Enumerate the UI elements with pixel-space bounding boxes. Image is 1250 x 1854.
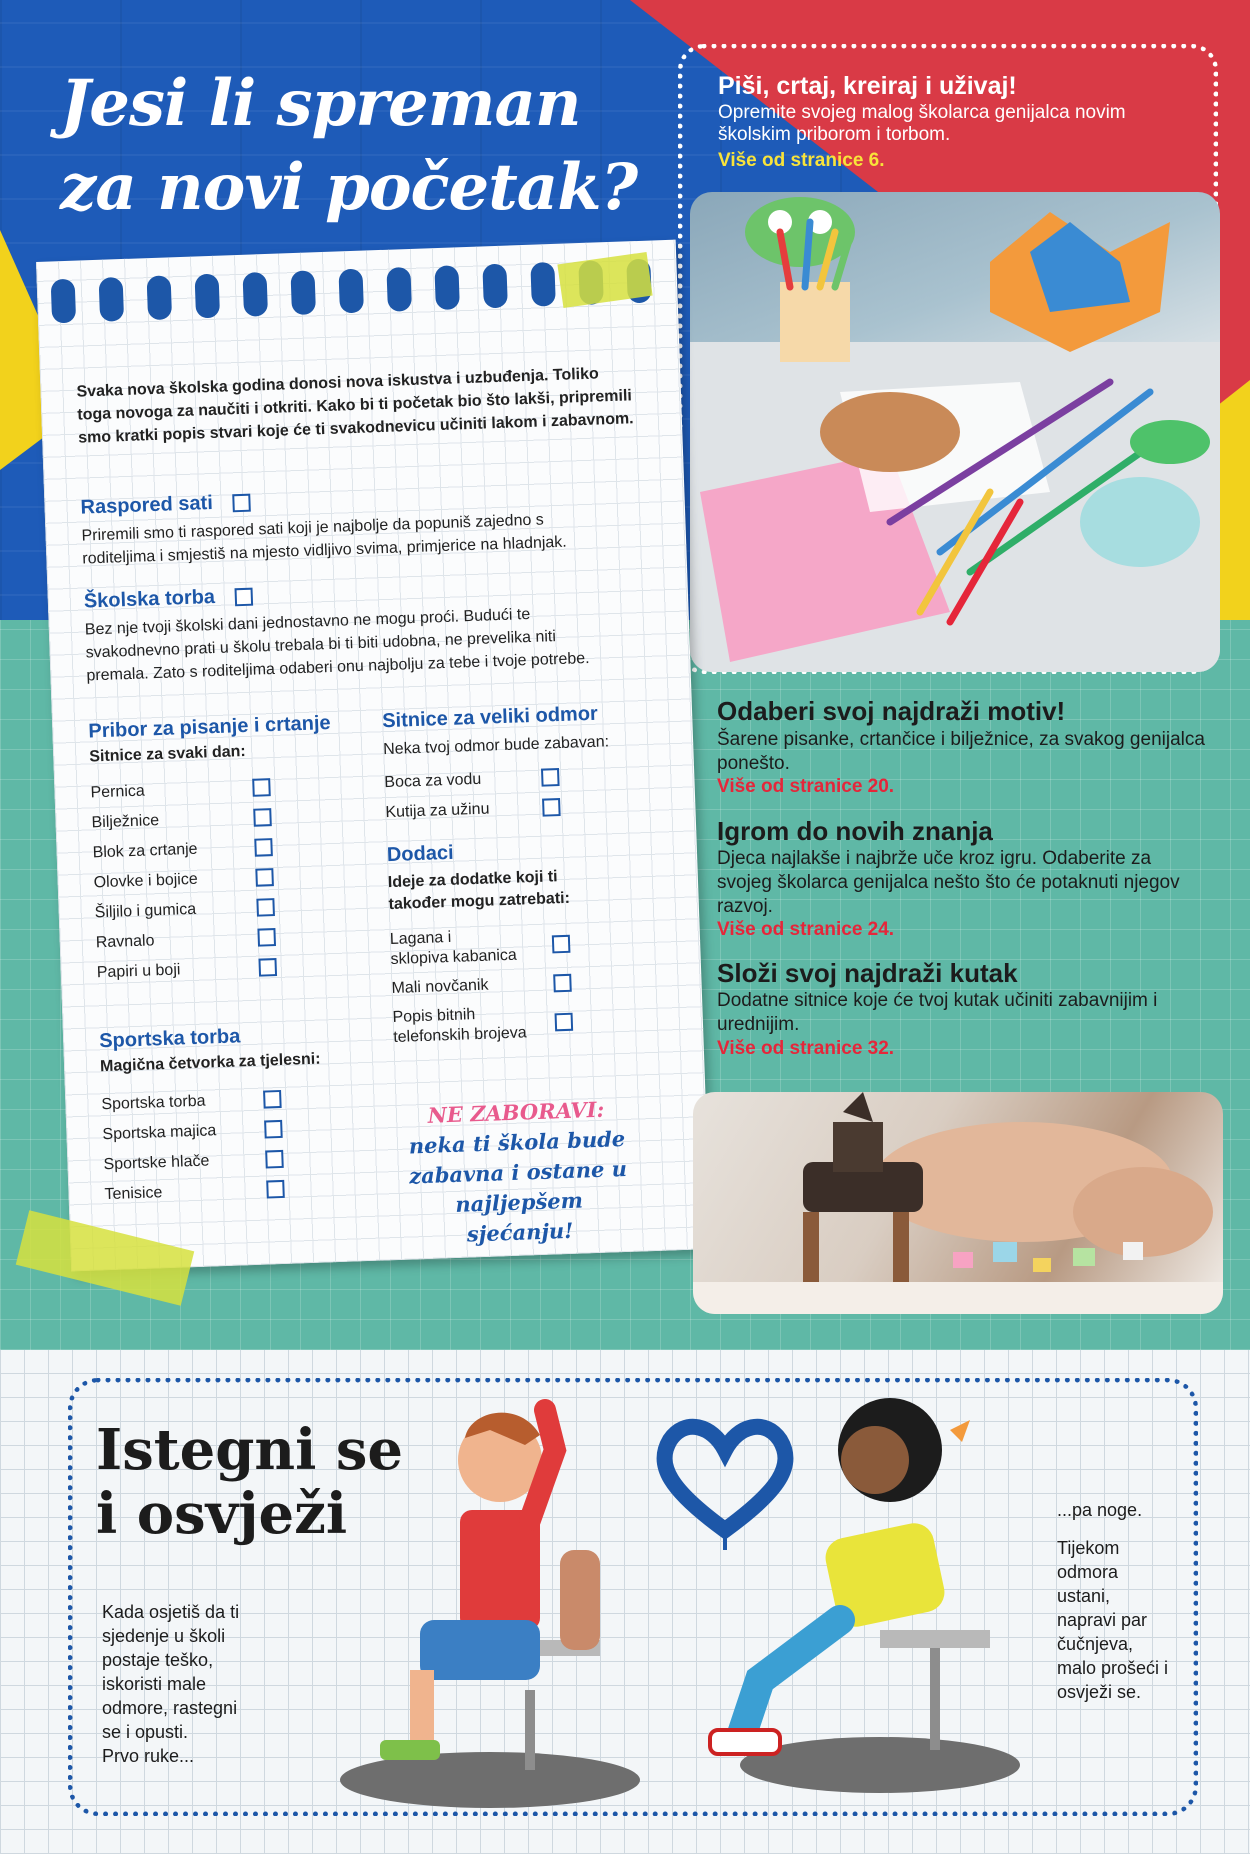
checkbox[interactable] bbox=[255, 868, 274, 887]
checklist-item: Blok za crtanje bbox=[92, 832, 273, 868]
stretch-title-line-1: Istegni se bbox=[96, 1417, 404, 1483]
checklist-item: Mali novčanik bbox=[391, 968, 572, 1004]
craft-supplies-photo bbox=[690, 192, 1220, 672]
checkbox[interactable] bbox=[253, 808, 272, 827]
block-2-text: Djeca najlakše i najbrže uče kroz igru. Odaberite za svojeg školarca genijalca nešto što će potaknuti njegov razvoj. bbox=[717, 848, 1180, 917]
torba-title: Školska torba bbox=[83, 585, 252, 614]
checkbox[interactable] bbox=[542, 798, 561, 817]
checklist-notebook-page bbox=[36, 240, 711, 1272]
sportska-subtitle: Magična četvorka za tjelesni: bbox=[99, 1050, 321, 1076]
headline-line-2: za novi početak? bbox=[60, 150, 638, 225]
block-2-link[interactable]: Više od stranice 24. bbox=[717, 919, 895, 940]
block-1-title: Odaberi svoj najdraži motiv! bbox=[717, 696, 1066, 726]
odmor-title: Sitnice za veliki odmor bbox=[381, 702, 599, 733]
checklist-item: Tenisice bbox=[104, 1174, 285, 1210]
promo-text: Opremite svojeg malog školarca genijalca novim školskim priborom i torbom. bbox=[718, 102, 1126, 145]
checklist-item: Sportske hlače bbox=[103, 1144, 284, 1180]
block-3-text: Dodatne sitnice koje će tvoj kutak učiniti zabavnijim i urednijim. bbox=[717, 990, 1158, 1035]
checklist-item: Sportska majica bbox=[102, 1114, 283, 1150]
raspored-text: Priremili smo ti raspored sati koji je najbolje da popuniš zajedno s roditeljima i smjestiš na mjesto vidljivo svima, primjerice na hladnjak. bbox=[81, 511, 568, 568]
checklist-item: Olovke i bojice bbox=[93, 862, 274, 898]
torba-checkbox[interactable] bbox=[234, 587, 253, 606]
block-1-link[interactable]: Više od stranice 20. bbox=[717, 776, 895, 797]
reminder-note bbox=[396, 1094, 641, 1252]
checkbox[interactable] bbox=[257, 928, 276, 947]
pribor-list bbox=[90, 772, 277, 988]
checklist-item: Papiri u boji bbox=[96, 952, 277, 988]
checkbox[interactable] bbox=[256, 898, 275, 917]
sportska-list bbox=[101, 1084, 285, 1210]
checklist-item: Popis bitnih telefonskih brojeva bbox=[392, 998, 574, 1052]
page-headline bbox=[60, 62, 660, 230]
checklist-item: Bilježnice bbox=[91, 802, 272, 838]
checklist-intro: Svaka nova školska godina donosi nova iskustva i uzbuđenja. Toliko toga novoga za naučiti i otkriti. Kako bi ti početak bio što lakši, pripremili smo kratki popis stvari koje će ti svakodnevicu učiniti lakom i zabavnom. bbox=[76, 365, 634, 447]
checkbox[interactable] bbox=[265, 1150, 284, 1169]
stretch-side-text: Tijekom odmora ustani, napravi par čučnjeva, malo prošeći i osvježi se. bbox=[1057, 1538, 1169, 1702]
checkbox[interactable] bbox=[555, 1013, 574, 1032]
reminder-text: neka ti škola bude zabavna i ostane u najljepšem sjećanju! bbox=[408, 1125, 628, 1247]
boy-stretching-illustration bbox=[340, 1390, 640, 1810]
checkbox[interactable] bbox=[252, 778, 271, 797]
checkbox[interactable] bbox=[254, 838, 273, 857]
odmor-list bbox=[384, 762, 561, 828]
pribor-title: Pribor za pisanje i crtanje bbox=[88, 712, 331, 743]
promo-title: Piši, crtaj, kreiraj i uživaj! bbox=[718, 72, 1017, 100]
headline-line-1: Jesi li spreman bbox=[60, 66, 581, 141]
raspored-checkbox[interactable] bbox=[232, 493, 251, 512]
stretch-text: Kada osjetiš da ti sjedenje u školi postaje teško, iskoristi male odmore, rastegni se i opusti. Prvo ruke... bbox=[102, 1602, 240, 1766]
block-3-link[interactable]: Više od stranice 32. bbox=[717, 1038, 895, 1059]
checklist-item: Sportska torba bbox=[101, 1084, 282, 1120]
checklist-item: Ravnalo bbox=[95, 922, 276, 958]
checkbox[interactable] bbox=[552, 935, 571, 954]
raspored-title: Raspored sati bbox=[80, 491, 251, 520]
reminder-heading: NE ZABORAVI: bbox=[427, 1096, 605, 1128]
block-2-title: Igrom do novih znanja bbox=[717, 816, 993, 846]
torba-text: Bez nje tvoji školski dani jednostavno ne mogu proći. Budući te svakodnevno prati u školu trebala bi ti biti udobna, ne prevelika niti premala. Zato s roditeljima odaberi onu najbolju za tebe i tvoje potrebe. bbox=[84, 605, 590, 685]
checkbox[interactable] bbox=[264, 1120, 283, 1139]
checklist-item: Šiljilo i gumica bbox=[94, 892, 275, 928]
sportska-title: Sportska torba bbox=[98, 1025, 241, 1053]
dodaci-list bbox=[389, 920, 573, 1052]
checkbox[interactable] bbox=[258, 958, 277, 977]
checklist-item: Pernica bbox=[90, 772, 271, 808]
checklist-item: Kutija za užinu bbox=[385, 792, 561, 828]
pribor-subtitle: Sitnice za svaki dan: bbox=[89, 742, 247, 766]
checkbox[interactable] bbox=[263, 1090, 282, 1109]
promo-link[interactable]: Više od stranice 6. bbox=[718, 150, 885, 171]
girl-stretching-illustration bbox=[700, 1380, 1020, 1800]
dodaci-title: Dodaci bbox=[386, 841, 454, 867]
block-3-title: Složi svoj najdraži kutak bbox=[717, 958, 1018, 988]
checkbox[interactable] bbox=[266, 1180, 285, 1199]
dodaci-subtitle: Ideje za dodatke koji ti također mogu zatrebati: bbox=[387, 868, 571, 914]
stretch-side-caption: ...pa noge. bbox=[1057, 1500, 1143, 1520]
checkbox[interactable] bbox=[541, 768, 560, 787]
stretch-title-line-2: i osvježi bbox=[96, 1481, 348, 1547]
checklist-item: Lagana i sklopiva kabanica bbox=[389, 920, 571, 974]
lego-play-photo bbox=[693, 1092, 1223, 1314]
odmor-subtitle: Neka tvoj odmor bude zabavan: bbox=[382, 733, 610, 759]
checklist-item: Boca za vodu bbox=[384, 762, 560, 798]
block-1-text: Šarene pisanke, crtančice i bilježnice, za svakog genijalca ponešto. bbox=[717, 729, 1205, 774]
checkbox[interactable] bbox=[553, 974, 572, 993]
